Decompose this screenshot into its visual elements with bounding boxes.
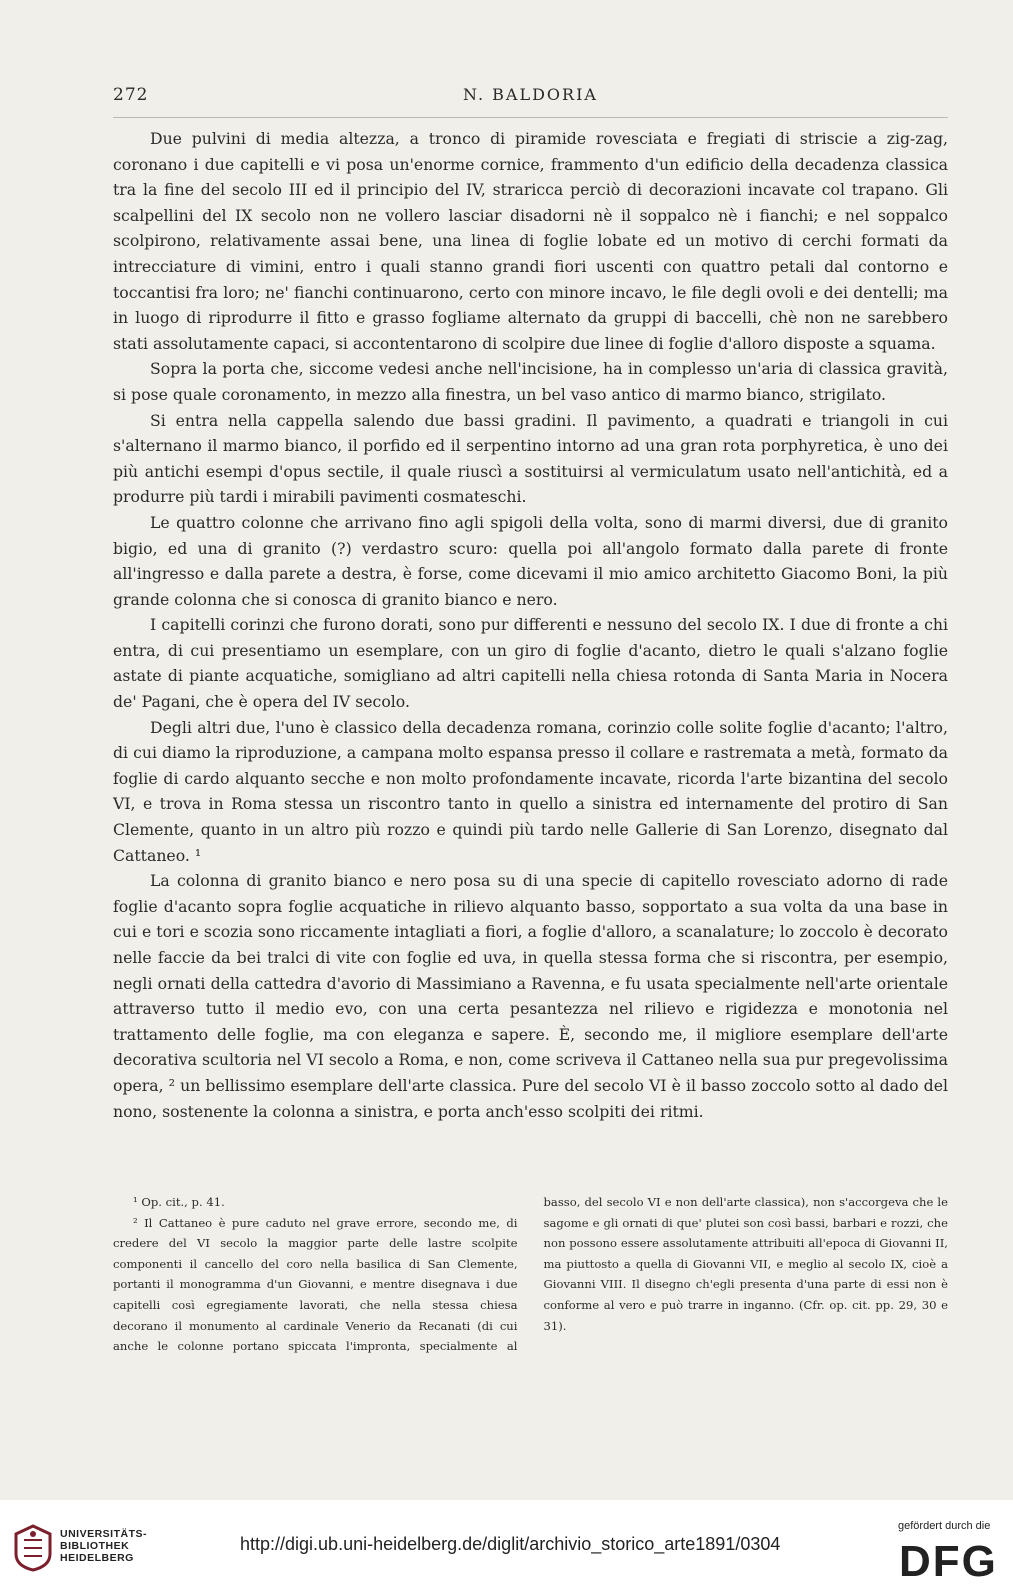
footnote-2: ² Il Cattaneo è pure caduto nel grave errore, secondo me, di credere del VI secolo la maggior parte delle lastre scolpite componenti il cancello del coro nella basilica di San Clemente, portanti il monogramma d'un Giovanni, e mentre disegnava i due capitelli così egregiamente lavorati, che nella stessa chiesa decorano il monumento al cardinale Venerio da Recanati (di cui anche le colonne portano spiccata l'impronta, specialmente al basso, del secolo VI e non dell'arte classica), non s'accorgeva che le sagome e gli ornati di que' plutei son così bassi, barbari e rozzi, che non possono essere assolutamente attribuiti all'epoca di Giovanni II, ma piuttosto a quella di Giovanni VII, e meglio al secolo IX, cioè a Giovanni VIII. Il disegno ch'egli presenta d'una parte di essi non è conforme al vero e può trarre in inganno. (Cfr. op. cit. pp. 29, 30 e 31). (113, 1195, 948, 1354)
paragraph: Sopra la porta che, siccome vedesi anche nell'incisione, ha in complesso un'aria di classica gravità, si pose quale coronamento, in mezzo alla finestra, un bel vaso antico di marmo bianco, strigilato. (113, 359, 948, 404)
paragraph: La colonna di granito bianco e nero posa su di una specie di capitello rovesciato adorno di rade foglie d'acanto sopra foglie acquatiche in rilievo alquanto basso, sopportato a sua volta da una base in cui e tori e scozia sono riccamente intagliati a fiori, a foglie d'alloro, a scanalature; lo zoccolo è decorato nelle faccie da bei tralci di vite con foglie ed uva, in quella stessa forma che si riscontra, per esempio, negli ornati della cattedra d'avorio di Massimiano a Ravenna, e fu usata specialmente nell'arte orientale attraverso tutto il medio evo, con una certa pesantezza nel rilievo e rigidezza e monotonia nel trattamento delle foglie, ma con eleganza e sapere. È, secondo me, il migliore esemplare dell'arte decorativa scultoria nel VI secolo a Roma, e non, come scriveva il Cattaneo nella sua pur pregevolissima opera, ² un bellissimo esemplare dell'arte classica. Pure del secolo VI è il basso zoccolo sotto al dado del nono, sostenente la colonna a sinistra, e porta anch'esso scolpiti dei ritmi. (113, 871, 948, 1121)
paragraph: Le quattro colonne che arrivano fino agli spigoli della volta, sono di marmi diversi, due di granito bigio, ed una di granito (?) verdastro scuro: quella poi all'angolo formato dalla parete di fronte all'ingresso e dalla parete a destra, è forse, come dicevami il mio amico architetto Giacomo Boni, la più grande colonna che si conosca di granito bianco e nero. (113, 512, 948, 609)
dfg-logo-text: DFG (899, 1538, 998, 1580)
dfg-logo-icon (897, 1538, 1001, 1580)
running-title: N. BALDORIA (463, 85, 598, 104)
library-name (60, 1528, 180, 1564)
heidelberg-seal-icon (12, 1524, 54, 1572)
header-rule (113, 117, 948, 118)
body-text (113, 126, 948, 1124)
paragraph: Degli altri due, l'uno è classico della decadenza romana, corinzio colle solite foglie d'acanto; l'altro, di cui diamo la riproduzione, a campana molto espansa presso il collare e rastremata a metà, formato da foglie di cardo alquanto secche e non molto profondamente incavate, ricorda l'arte bizantina del secolo VI, e trova in Roma stessa un riscontro tanto in quello a sinistra ed internamente del protiro di San Clemente, quanto in un altro più rozzo e quindi più tardo nelle Gallerie di San Lorenzo, disegnato dal Cattaneo. ¹ (113, 717, 948, 865)
source-url-link[interactable]: http://digi.ub.uni-heidelberg.de/diglit/archivio_storico_arte1891/0304 (240, 1534, 781, 1554)
paragraph: Si entra nella cappella salendo due bassi gradini. Il pavimento, a quadrati e triangoli in cui s'alternano il marmo bianco, il porfido ed il serpentino intorno ad una gran rota porphyretica, è uno dei più antichi esempi d'opus sectile, il quale riuscì a sostituirsi al vermiculatum usato nell'antichità, ed a produrre più tardi i mirabili pavimenti cosmateschi. (113, 410, 948, 507)
library-name-line: HEIDELBERG (60, 1552, 134, 1564)
footnotes (113, 1192, 948, 1357)
digitization-footer (0, 1500, 1013, 1591)
paragraph: I capitelli corinzi che furono dorati, sono pur differenti e nessuno del secolo IX. I due di fronte a chi entra, di cui presentiamo un esemplare, con un giro di foglie d'acanto, dietro le quali s'alzano foglie astate di piante acquatiche, somigliano ad altri capitelli nella chiesa rotonda di Santa Maria in Nocera de' Pagani, che è opera del IV secolo. (113, 615, 948, 712)
footnote-1: ¹ Op. cit., p. 41. (133, 1195, 225, 1209)
library-name-line: BIBLIOTHEK (60, 1540, 130, 1552)
funded-by-label: gefördert durch die (898, 1520, 991, 1532)
paragraph: Due pulvini di media altezza, a tronco di piramide rovesciata e fregiati di striscie a zig-zag, coronano i due capitelli e vi posa un'enorme cornice, frammento d'un edificio della decadenza classica tra la fine del secolo III ed il principio del IV, straricca perciò di decorazioni incavate col trapano. Gli scalpellini del IX secolo non ne vollero lasciar disadorni nè il soppalco nè i fianchi; e nel soppalco scolpirono, relativamente assai bene, una linea di foglie lobate ed un motivo di cerchi formati da intrecciature di vimini, entro i quali stanno grandi fiori uscenti con quattro petali dal contorno e toccantisi fra loro; ne' fianchi continuarono, certo con minore incavo, le file degli ovoli e dei dentelli; ma in luogo di riprodurre il fitto e grasso fogliame alternato da gruppi di baccelli, chè non ne sarebbero stati assolutamente capaci, si accontentarono di scolpire due linee di foglie d'alloro disposte a squama. (113, 129, 948, 353)
page-number: 272 (113, 85, 149, 105)
library-name-line: UNIVERSITÄTS- (60, 1528, 148, 1540)
running-head (113, 85, 948, 109)
